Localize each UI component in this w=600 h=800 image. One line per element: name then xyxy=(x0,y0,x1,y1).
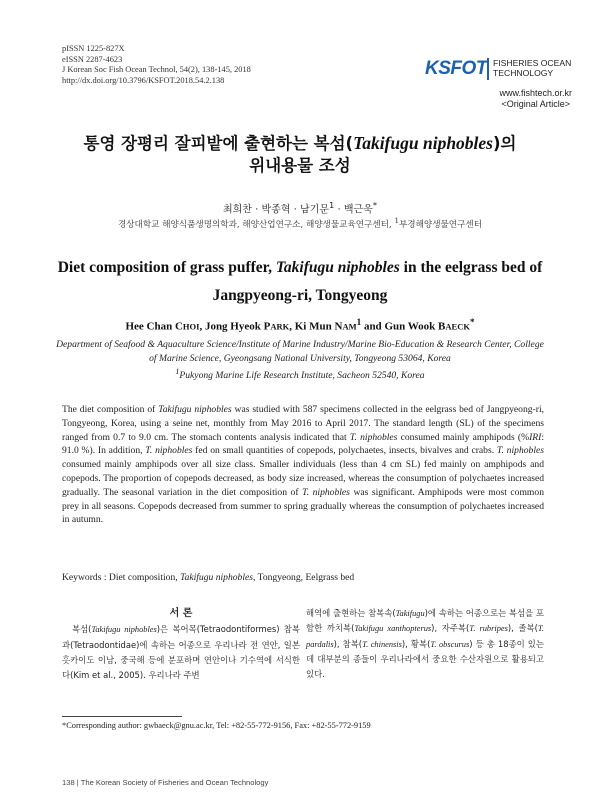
journal-meta xyxy=(62,44,251,86)
logo-divider xyxy=(487,58,489,80)
pissn: pISSN 1225-827X xyxy=(62,44,125,53)
abstract: The diet composition of Takifugu niphobles was studied with 587 specimens collected in the eelgrass bed of Jangpyeong-ri, Tongyeong, Korea, using a seine net, monthly from May 2016 to April 2017. The standard length (SL) of the specimens ranged from 0.7 to 9.0 cm. The stomach contents analysis indicated that T. niphobles consumed mainly amphipods (%IRI: 91.0 %). In addition, T. niphobles fed on small quantities of copepods, polychaetes, insects, bivalves and crabs. T. niphobles consumed mainly amphipods over all size class. Smaller individuals (less than 4 cm SL) fed mainly on amphipods and copepods. The proportion of copepods decreased, as body size increased, whereas the consumption of polychaetes increased gradually. The seasonal variation in the diet composition of T. niphobles was significant. Amphipods were most common prey in all seasons. Copepods decreased from summer to spring gradually whereas the consumption of polychaetes increased in autumn. xyxy=(62,404,545,526)
english-title-species: Takifugu niphobles xyxy=(275,259,400,276)
citation: J Korean Soc Fish Ocean Technol, 54(2), 138-145, 2018 xyxy=(62,65,251,75)
korean-title: 통영 장평리 잘피밭에 출현하는 복섬(Takifugu niphobles)의 위내용물 조성 xyxy=(83,133,517,175)
article-type: <Original Article> xyxy=(501,99,570,109)
keywords: Keywords : Diet composition, Takifugu niphobles, Tongyeong, Eelgrass bed xyxy=(62,572,355,583)
english-affiliation: Department of Seafood & Aquaculture Science/Institute of Marine Industry/Marine Bio-Education & Research Center, College of Marine Science, Gyeongsang National University, Tongyeong 53064, Korea $^1$Pukyong Marine Life Research Institute, Sacheon 52540, Korea xyxy=(56,339,544,382)
korean-title-species: Takifugu niphobles xyxy=(353,133,493,153)
intro-column-left xyxy=(62,606,300,683)
intro-column-right: 해역에 출현하는 참복속(Takifugu)에 속하는 어종으로는 복섬을 포함한 까치복(Takifugu xanthopterus), 자주복(T. rubripes), 졸복(T. pardalis), 참복(T. chinensis), 황복(T. obscurus) 등 총 18종이 있는데 대부분의 종들이 우리나라에서 중요한 수산자원으로 활용되고 있다. xyxy=(306,608,545,680)
korean-affiliation: 경상대학교 해양식품생명의학과, 해양산업연구소, 해양생물교육연구센터, $^1$부경해양생물연구센터 xyxy=(117,216,483,230)
page-footer: 138 | The Korean Society of Fisheries and Ocean Technology xyxy=(62,778,269,787)
intro-heading: 서 론 xyxy=(169,608,193,619)
corresponding-author-footnote: *Corresponding author: gwbaeck@gnu.ac.kr, Tel: +82-55-772-9156, Fax: +82-55-772-9159 xyxy=(62,721,371,730)
journal-logo xyxy=(425,56,575,84)
logo-name: FISHERIES OCEAN TECHNOLOGY xyxy=(493,58,572,78)
intro-paragraph: 복섬(Takifugu niphobles)은 복어목(Tetraodontiformes) 참복과(Tetraodontidae)에 속하는 어종으로 우리나라 전 연안, 일본 홋카이도 이남, 중국해 등에 분포하며 연안이나 기수역에 서식한다(Kim et al., 2005). 우리나라 주변 xyxy=(62,624,300,681)
website-link[interactable]: www.fishtech.or.kr xyxy=(499,88,572,98)
english-title: Diet composition of grass puffer, Takifugu niphobles in the eelgrass bed of Jangpyeong-ri, Tongyeong xyxy=(57,259,543,304)
doi-link[interactable]: http://dx.doi.org/10.3796/KSFOT.2018.54.2.138 xyxy=(62,75,225,85)
eissn: eISSN 2287-4623 xyxy=(62,54,123,64)
journal-site xyxy=(499,88,572,110)
footnote-rule xyxy=(62,716,182,717)
logo-mark: KSFOT xyxy=(425,58,487,79)
english-authors: Hee Chan CHOI, Jong Hyeok PARK, Ki Mun NAM$^1$ and Gun Wook BAECK* xyxy=(125,317,475,333)
korean-authors: 최희찬 · 박종혁 · 남기문$^1$ · 백근욱* xyxy=(222,200,378,216)
